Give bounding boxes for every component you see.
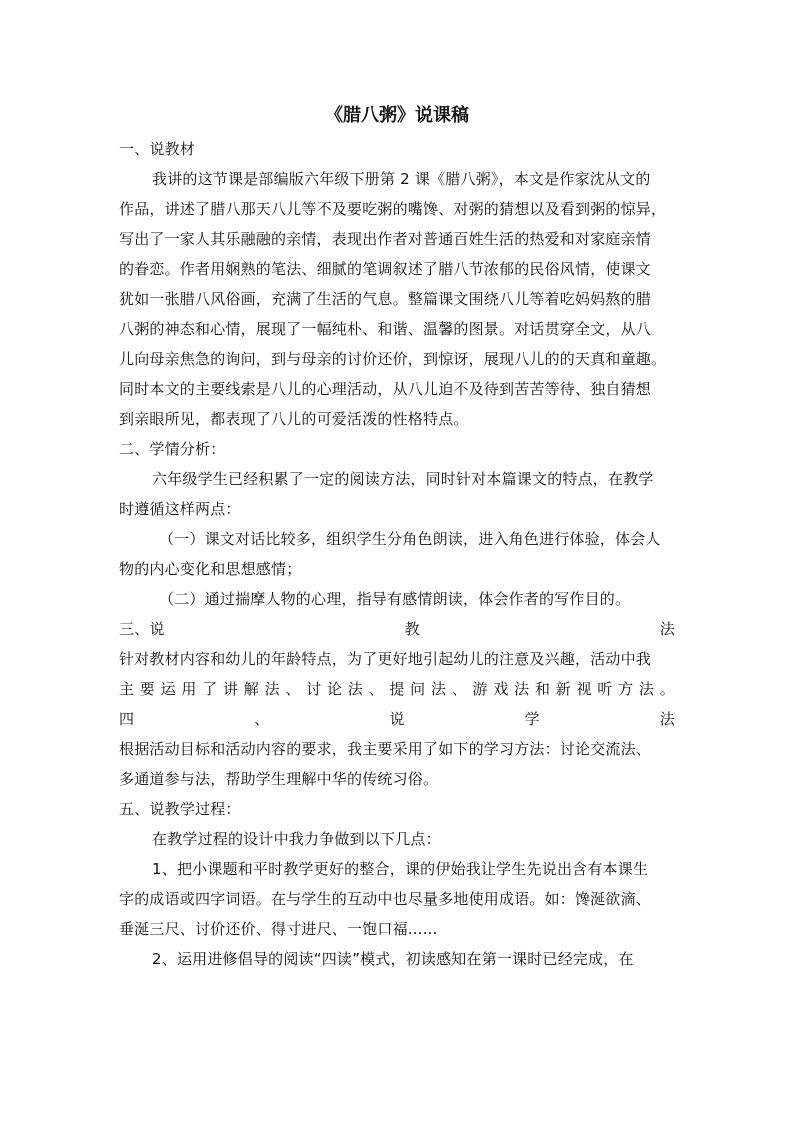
- list-item-line: 2、运用进修倡导的阅读“四读”模式，初读感知在第一课时已经完成，在: [152, 950, 634, 968]
- paragraph-line: 我讲的这节课是部编版六年级下册第 2 课《腊八粥》，本文是作家沈从文的: [152, 170, 651, 188]
- section-heading: 一、说教材: [119, 140, 196, 158]
- paragraph-line: 时遵循这样两点：: [119, 500, 241, 518]
- char: 提: [389, 680, 405, 698]
- char: 论: [326, 680, 343, 698]
- char: 法: [347, 680, 363, 698]
- paragraph-line-justified: [119, 674, 675, 704]
- char: 游: [472, 680, 488, 698]
- paragraph-line: 作品，讲述了腊八那天八儿等不及要吃粥的嘴馋、对粥的猜想以及看到粥的惊异，: [119, 200, 667, 218]
- char: 要: [139, 680, 155, 698]
- heading-part: 法: [659, 710, 675, 728]
- char: 讨: [306, 680, 322, 698]
- char: 新: [555, 680, 571, 698]
- paragraph-line: 根据活动目标和活动内容的要求，我主要采用了如下的学习方法：讨论交流法、: [119, 740, 652, 758]
- heading-part: 法: [659, 620, 675, 638]
- paragraph-line: 写出了一家人其乐融融的亲情，表现出作者对普通百姓生活的热爱和对家庭亲情: [119, 230, 652, 248]
- char: 了: [202, 680, 218, 698]
- char: 用: [181, 680, 197, 698]
- char: 。: [659, 680, 675, 698]
- char: 、: [451, 680, 467, 698]
- heading-part: 、: [254, 710, 270, 728]
- char: 运: [160, 680, 176, 698]
- heading-part: 三、说: [119, 620, 165, 638]
- document-title: 《腊八粥》说课稿: [325, 105, 469, 126]
- char: 法: [638, 680, 655, 698]
- list-item-line: 1、把小课题和平时教学更好的整合，课的伊始我让学生先说出含有本课生: [152, 860, 649, 878]
- list-item-line: （二）通过揣摩人物的心理，指导有感情朗读，体会作者的写作目的。: [159, 590, 631, 608]
- section-heading: 二、学情分析：: [119, 440, 226, 458]
- char: 视: [576, 680, 592, 698]
- char: 讲: [222, 680, 239, 698]
- paragraph-line: 多通道参与法，帮助学生理解中华的传统习俗。: [119, 770, 439, 788]
- heading-part: 四: [119, 710, 135, 728]
- heading-part: 学: [524, 710, 540, 728]
- char: 法: [514, 680, 530, 698]
- list-item-line: 字的成语或四字词语。在与学生的互动中也尽量多地使用成语。如：馋涎欲滴、: [119, 890, 652, 908]
- paragraph-line: 犹如一张腊八风俗画，充满了生活的气息。整篇课文围绕八儿等着吃妈妈熬的腊: [119, 290, 652, 308]
- char: 听: [597, 680, 613, 698]
- paragraph-line: 在教学过程的设计中我力争做到以下几点：: [152, 830, 441, 848]
- char: 解: [243, 680, 259, 698]
- document-page: [119, 102, 675, 974]
- paragraph-line: 六年级学生已经积累了一定的阅读方法，同时针对本篇课文的特点，在教学: [152, 470, 654, 488]
- char: 、: [368, 680, 384, 698]
- paragraph-line: 儿向母亲焦急的询问，到与母亲的讨价还价，到惊讶，展现八儿的的天真和童趣。: [119, 350, 667, 368]
- list-item-line: 垂涎三尺、讨价还价、得寸进尺、一饱口福......: [119, 920, 438, 938]
- heading-part: 教: [404, 620, 420, 638]
- paragraph-line: 针对教材内容和幼儿的年龄特点，为了更好地引起幼儿的注意及兴趣，活动中我: [119, 650, 652, 668]
- paragraph-line: 到亲眼所见，都表现了八儿的可爱活泼的性格特点。: [119, 410, 469, 428]
- heading-part: 说: [389, 710, 405, 728]
- char: 主: [119, 680, 135, 698]
- paragraph-line: 八粥的神态和心情，展现了一幅纯朴、和谐、温馨的图景。对话贯穿全文，从八: [119, 320, 652, 338]
- list-item-line: （一）课文对话比较多，组织学生分角色朗读，进入角色进行体验，体会人: [159, 530, 661, 548]
- char: 法: [430, 680, 447, 698]
- char: 方: [618, 680, 634, 698]
- char: 和: [534, 680, 551, 698]
- list-item-line: 物的内心变化和思想感情；: [119, 560, 302, 578]
- section-heading: 五、说教学过程：: [119, 800, 241, 818]
- char: 、: [285, 680, 301, 698]
- char: 法: [264, 680, 280, 698]
- char: 问: [410, 680, 426, 698]
- paragraph-line: 同时本文的主要线索是八儿的心理活动，从八儿迫不及待到苦苦等待、独自猜想: [119, 380, 652, 398]
- section-heading-justified: [119, 614, 675, 644]
- char: 戏: [493, 680, 509, 698]
- paragraph-line: 的眷恋。作者用娴熟的笔法、细腻的笔调叙述了腊八节浓郁的民俗风情，使课文: [119, 260, 652, 278]
- section-heading-justified: [119, 704, 675, 734]
